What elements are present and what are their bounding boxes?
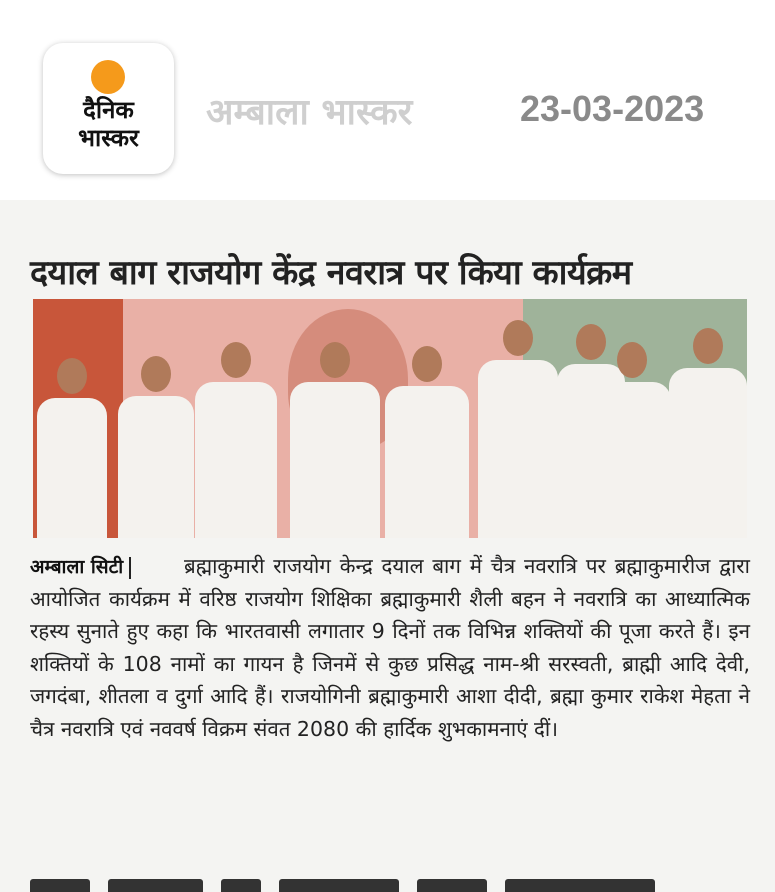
- person-figure: [669, 328, 747, 538]
- person-figure: [118, 356, 194, 538]
- header-bar: [0, 0, 775, 200]
- logo-line-1: दैनिक: [83, 96, 134, 124]
- person-figure: [195, 342, 277, 538]
- sun-icon: [91, 60, 125, 94]
- article-photo: [33, 299, 747, 538]
- person-figure: [478, 320, 558, 538]
- person-figure: [37, 358, 107, 538]
- article-headline: दयाल बाग राजयोग केंद्र नवरात्र पर किया कार्यक्रम: [30, 253, 632, 293]
- person-figure: [290, 342, 380, 538]
- person-figure: [385, 346, 469, 538]
- dainik-bhaskar-logo: [43, 43, 174, 174]
- article-body-text: ब्रह्माकुमारी राजयोग केन्द्र दयाल बाग में चैत्र नवरात्रि पर ब्रह्माकुमारीज द्वारा आयोजित कार्यक्रम में वरिष्ठ राजयोग शिक्षिका ब्रह्माकुमारी शैली बहन ने नवरात्रि का आध्यात्मिक रहस्य सुनाते हुए कहा कि भारतवासी लगातार 9 दिनों तक विभिन्न शक्तियों की पूजा करते हैं। इन शक्तियों के 108 नामों का गायन है जिनमें से कुछ प्रसिद्ध नाम-श्री सरस्वती, ब्राह्मी आदि देवी, जगदंबा, शीतला व दुर्गा आदि हैं। राजयोगिनी ब्रह्माकुमारी आशा दीदी, ब्रह्मा कुमार राकेश मेहता ने चैत्र नवरात्रि एवं नववर्ष विक्रम संवत 2080 की हार्दिक शुभकामनाएं दीं।: [30, 554, 750, 741]
- cut-off-next-line: [30, 878, 750, 892]
- logo-line-2: भास्कर: [78, 124, 139, 152]
- dateline-text: अम्बाला सिटी: [30, 556, 124, 578]
- person-figure: [593, 342, 671, 538]
- edition-name: अम्बाला भास्कर: [206, 92, 413, 133]
- publication-date: 23-03-2023: [520, 88, 705, 129]
- article-body: [30, 550, 750, 745]
